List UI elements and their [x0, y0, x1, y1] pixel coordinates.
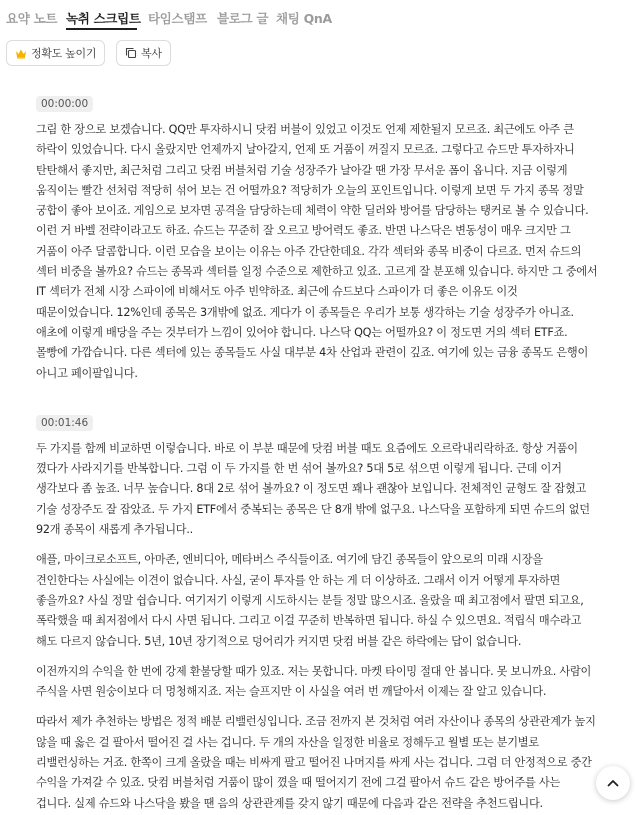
- tab-timestamp[interactable]: 타임스탬프: [148, 11, 207, 26]
- improve-accuracy-button[interactable]: [6, 40, 105, 66]
- transcript-paragraph: 그림 한 장으로 보겠습니다. QQ만 투자하시니 닷컴 버블이 있었고 이것도 언제 제한될지 모르죠. 최근에도 아주 큰 하락이 있었습니다. 다시 올랐지만 언제까지 날아갈지, 언제 또 거품이 꺼질지 모르죠. 그렇다고 슈드만 투자하자니 탄탄해서 좋지만, 최근처럼 그리고 닷컴 버블처럼 기술 성장주가 날아갈 땐 가장 무서운 폼이 옵니다. 지금 이렇게 움직이는 빨간 선처럼 적당히 섞어 보는 건 어떨까요? 적당히가 오늘의 포인트입니다. 이렇게 보면 두 가지 종목 정말 궁합이 좋아 보이죠. 게임으로 보자면 공격을 담당하는데 체력이 약한 딜러와 방어를 담당하는 탱커로 볼 수 있습니다. 이런 거 바벨 전략이라고도 하죠. 슈드는 꾸준히 잘 오르고 방어력도 좋죠. 반면 나스닥은 변동성이 매우 크지만 그 거품이 아주 달콤합니다. 이런 모습을 보이는 이유는 아주 간단한데요. 각각 섹터와 종목 비중이 다르죠. 먼저 슈드의 섹터 비중을 볼까요? 슈드는 종목과 섹터를 일정 수준으로 제한하고 있죠. 고르게 잘 분포해 있습니다. 하지만 그 중에서 IT 섹터가 전체 시장 스파이에 비해서도 아주 빈약하죠. 최근에 슈드보다 스파이가 더 좋은 이유도 이것 때문이었습니다. 12%인데 종목은 3개밖에 없죠. 게다가 이 종목들은 우리가 보통 생각하는 기술 성장주가 아니죠. 애초에 이렇게 배당을 주는 것부터가 느낌이 있어야 합니다. 나스닥 QQ는 어떨까요? 이 정도면 거의 섹터 ETF죠. 몰빵에 가깝습니다. 다른 섹터에 있는 종목들도 사실 대부분 4차 산업과 관련이 깊죠. 여기에 있는 금융 종목도 은행이 아니고 페이팔입니다.: [36, 123, 598, 380]
- timestamp-badge[interactable]: 00:00:00: [36, 96, 93, 112]
- transcript-segment: [36, 92, 598, 384]
- chevron-up-icon: [606, 776, 620, 790]
- tab-summary-note[interactable]: 요약 노트: [6, 11, 58, 26]
- tab-bar: [0, 0, 635, 32]
- crown-icon: [15, 48, 27, 59]
- transcript-paragraph: 애플, 마이크로소프트, 아마존, 엔비디아, 메타버스 주식들이죠. 여기에 담긴 종목들이 앞으로의 미래 시장을 견인한다는 사실에는 이견이 없습니다. 사실, 굳이 투자를 안 하는 게 더 이상하죠. 그래서 이거 어떻게 투자하면 좋을까요? 사실 정말 쉽습니다. 여기저기 이렇게 시도하시는 분들 정말 많으시죠. 올랐을 때 최고점에서 팔면 되고요, 폭락했을 때 최저점에서 다시 사면 됩니다. 그리고 이걸 꾸준히 반복하면 됩니다. 하실 수 있으면요. 적립식 매수라고 해도 다르지 않습니다. 5년, 10년 장기적으로 덩어리가 커지면 닷컴 버블 같은 하락에는 답이 없습니다.: [36, 553, 584, 648]
- tab-blog-post[interactable]: 블로그 글: [217, 11, 269, 26]
- copy-icon: [125, 47, 137, 59]
- improve-accuracy-label: 정확도 높이기: [31, 47, 97, 60]
- transcript-segment: [36, 411, 598, 814]
- transcript-paragraph: 이전까지의 수익을 한 번에 강제 환불당할 때가 있죠. 저는 못합니다. 마켓 타이밍 절대 안 봅니다. 못 보니까요. 사람이 주식을 사면 원숭이보다 더 멍청해지죠. 저는 슬프지만 이 사실을 여러 번 깨달아서 이제는 잘 알고 있습니다.: [36, 664, 592, 699]
- copy-label: 복사: [141, 47, 162, 60]
- transcript-content: [36, 92, 598, 814]
- active-tab-indicator: [66, 28, 137, 30]
- timestamp-badge[interactable]: 00:01:46: [36, 415, 93, 431]
- tab-transcript[interactable]: 녹취 스크립트: [66, 11, 141, 26]
- transcript-paragraph: 따라서 제가 추천하는 방법은 정적 배분 리밸런싱입니다. 조금 전까지 본 것처럼 여러 자산이나 종목의 상관관계가 높지 않을 때 옳은 걸 팔아서 떨어진 걸 사는 겁니다. 두 개의 자산을 일정한 비율로 정해두고 월별 또는 분기별로 리밸런싱하는 거죠. 한쪽이 크게 올랐을 때는 비싸게 팔고 떨어진 나머지를 싸게 사는 겁니다. 그럼 더 안정적으로 중간 수익을 가져갈 수 있죠. 닷컴 버블처럼 거품이 많이 꼈을 때 떨어지기 전에 그걸 팔아서 슈드 같은 방어주를 사는 겁니다. 실제 슈드와 나스닥을 봤을 땐 음의 상관관계를 갖지 않기 때문에 다음과 같은 전략을 추천드립니다.: [36, 715, 596, 810]
- tab-chat-qna[interactable]: 채팅 QnA: [276, 11, 332, 26]
- scroll-to-top-button[interactable]: [596, 766, 630, 800]
- transcript-paragraph: 두 가지를 함께 비교하면 이렇습니다. 바로 이 부분 때문에 닷컴 버블 때도 요즘에도 오르락내리락하죠. 항상 거품이 꼈다가 사라지기를 반복합니다. 그럼 이 두 가지를 한 번 섞어 볼까요? 5대 5로 섞으면 이렇게 됩니다. 근데 이거 생각보다 좀 높죠. 너무 높습니다. 8대 2로 섞어 볼까요? 이 정도면 꽤나 괜찮아 보입니다. 전체적인 균형도 잘 잡혔고 기술 성장주도 잘 잡았죠. 두 가지 ETF에서 중복되는 종목은 단 8개 밖에 없구요. 나스닥을 포함하게 되면 슈드의 없던 92개 종목이 새롭게 추가됩니다..: [36, 441, 590, 537]
- copy-button[interactable]: [116, 40, 171, 66]
